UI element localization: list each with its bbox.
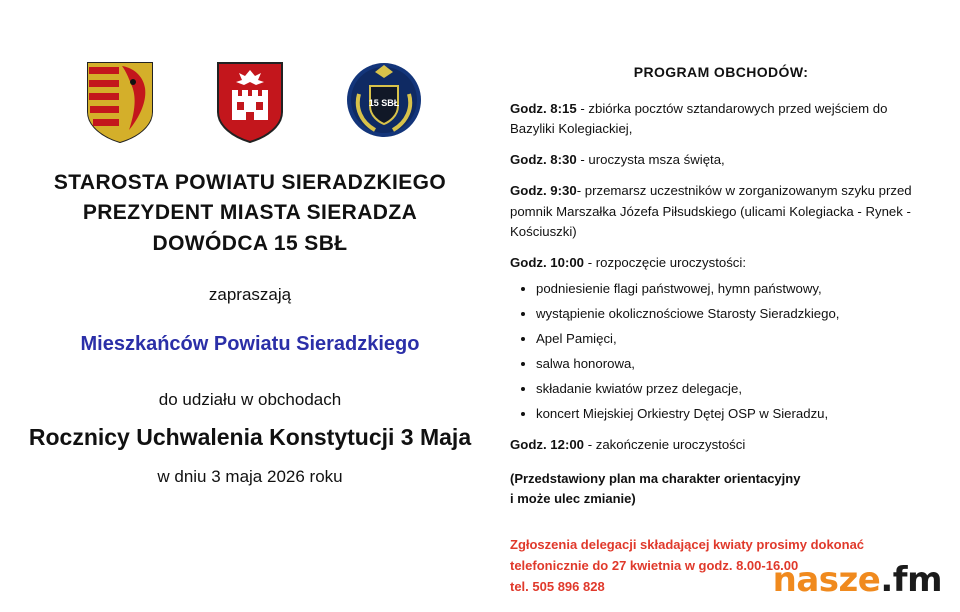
contact-phone: tel. 505 896 828: [510, 579, 605, 595]
program-item-time: Godz. 9:30: [510, 183, 577, 199]
15-sbl-emblem: [345, 60, 415, 144]
program-item: [510, 181, 932, 241]
crest-row: [20, 60, 480, 150]
participate-text: do udziału w obchodach: [158, 390, 342, 410]
program-item-text: - zakończenie uroczystości: [584, 437, 746, 453]
program-item-time: Godz. 8:30: [510, 152, 577, 168]
authority-line-2: PREZYDENT MIASTA SIERADZA: [82, 201, 418, 225]
program-item: [510, 435, 932, 455]
authority-line-3: DOWÓDCA 15 SBŁ: [152, 231, 348, 255]
event-date: w dniu 3 maja 2026 roku: [157, 467, 343, 487]
program-item-text: - zbiórka pocztów sztandarowych przed wejściem do Bazyliki Kolegiackiej,: [510, 101, 888, 137]
disclaimer-line-1: (Przedstawiony plan ma charakter orientacyjny: [510, 471, 801, 487]
program-disclaimer: [510, 469, 932, 508]
invite-verb: zapraszają: [208, 285, 292, 305]
program-subitem-list: [510, 279, 932, 424]
contact-line-2: telefonicznie do 27 kwietnia w godz. 8.00-16.00: [510, 558, 799, 574]
naszefm-logo: [773, 560, 942, 600]
program-subitem: • salwa honorowa,: [536, 354, 932, 374]
program-subitem: • składanie kwiatów przez delegacje,: [536, 379, 932, 399]
program-item-time: Godz. 8:15: [510, 101, 577, 117]
program-item: [510, 150, 932, 170]
authorities-title: [20, 168, 480, 259]
logo-text-fm: .fm: [880, 560, 942, 600]
program-heading: PROGRAM OBCHODÓW:: [633, 64, 809, 80]
authority-line-1: STAROSTA POWIATU SIERADZKIEGO: [53, 171, 447, 194]
miasto-sieradz-crest: [215, 60, 285, 144]
program-subitem: • Apel Pamięci,: [536, 329, 932, 349]
program-item-text: - przemarsz uczestników w zorganizowanym szyku przed pomnik Marszałka Józefa Piłsudskiego (ulicami Kolegiacka - Rynek - Kościuszki): [510, 183, 912, 239]
addressee-text: Mieszkańców Powiatu Sieradzkiego: [80, 333, 420, 356]
occasion-title: Rocznicy Uchwalenia Konstytucji 3 Maja: [28, 424, 472, 451]
program-item: [510, 99, 932, 139]
program-subitem: • koncert Miejskiej Orkiestry Dętej OSP w Sieradzu,: [536, 404, 932, 424]
program-item-text: - uroczysta msza święta,: [576, 152, 725, 168]
logo-text-nasze: nasze: [772, 560, 881, 600]
disclaimer-line-2: i może ulec zmianie): [510, 490, 636, 506]
program-subitem: • wystąpienie okolicznościowe Starosty Sieradzkiego,: [536, 304, 932, 324]
program-subitem: • podniesienie flagi państwowej, hymn państwowy,: [536, 279, 932, 299]
svg-text:15 SBŁ: 15 SBŁ: [368, 98, 400, 108]
powiat-sieradzki-crest: [85, 60, 155, 144]
program-item-text: - rozpoczęcie uroczystości:: [584, 254, 746, 270]
program-item-time: Godz. 10:00: [510, 254, 585, 270]
program-column: [500, 0, 960, 612]
program-item: [510, 253, 932, 424]
program-item-time: Godz. 12:00: [510, 437, 585, 453]
contact-line-1: Zgłoszenia delegacji składającej kwiaty prosimy dokonać: [510, 537, 865, 553]
